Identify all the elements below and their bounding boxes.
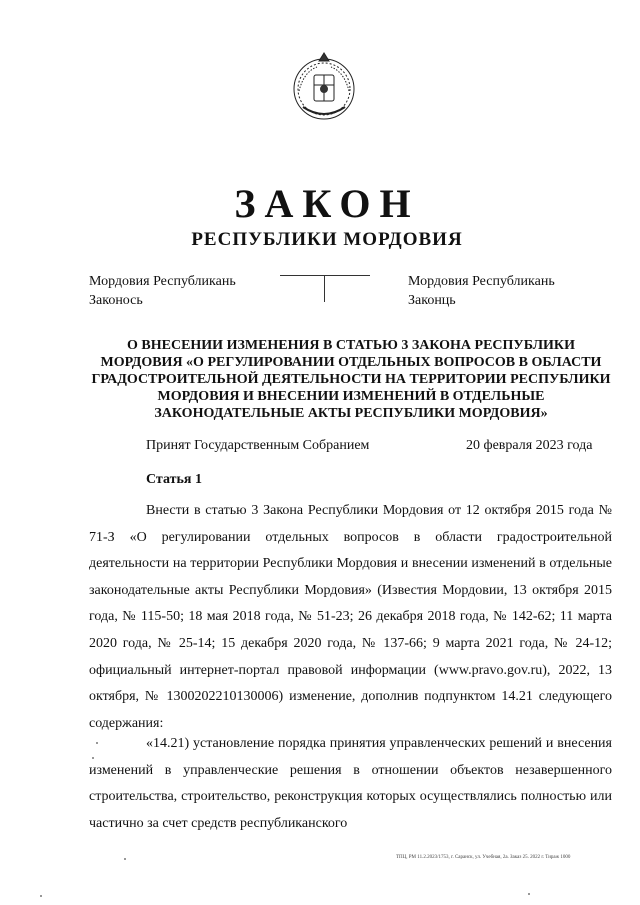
coat-of-arms-icon	[283, 45, 365, 127]
header-right-block	[408, 272, 555, 310]
header-divider-horizontal	[280, 275, 370, 276]
header-left-line2: Законось	[89, 293, 143, 308]
article-paragraph-1: Внести в статью 3 Закона Республики Мордовия от 12 октября 2015 года № 71-З «О регулировании отдельных вопросов в области градостроительной деятельности на территории Республики Мордовия и внесении изменений в отдельные законодательные акты Республики Мордовия» (Известия Мордовии, 13 октября 2015 года, № 115-50; 18 мая 2018 года, № 51-23; 26 декабря 2018 года, № 142-62; 11 марта 2020 года, № 25-14; 15 декабря 2020 года, № 137-66; 9 марта 2021 года, № 24-12; официальный интернет-портал правовой информации (www.pravo.gov.ru), 2022, 13 октября, № 1300202210130006) изменение, дополнив подпунктом 14.21 следующего содержания:	[89, 503, 612, 731]
document-subtitle: РЕСПУБЛИКИ МОРДОВИЯ	[191, 229, 463, 250]
law-title: О ВНЕСЕНИИ ИЗМЕНЕНИЯ В СТАТЬЮ 3 ЗАКОНА РЕСПУБЛИКИ МОРДОВИЯ «О РЕГУЛИРОВАНИИ ОТДЕЛЬНЫХ ВОПРОСОВ В ОБЛАСТИ ГРАДОСТРОИТЕЛЬНОЙ ДЕЯТЕЛЬНОСТИ НА ТЕРРИТОРИИ РЕСПУБЛИКИ МОРДОВИЯ И ВНЕСЕНИИ ИЗМЕНЕНИЙ В ОТДЕЛЬНЫЕ ЗАКОНОДАТЕЛЬНЫЕ АКТЫ РЕСПУБЛИКИ МОРДОВИЯ»	[91, 338, 611, 421]
header-right-line2: Законць	[408, 293, 456, 308]
article-heading: Статья 1	[146, 472, 202, 487]
adoption-label: Принят Государственным Собранием	[146, 438, 370, 453]
header-right-line1: Мордовия Республикань	[408, 274, 555, 289]
header-left-line1: Мордовия Республикань	[89, 274, 236, 289]
article-paragraph-2: «14.21) установление порядка принятия управленческих решений и внесения изменений в управленческие решения в отношении объектов незавершенного строительства, строительство, реконструкция которых осуществлялись полностью или частично за счет средств республиканского	[89, 736, 612, 831]
document-title: ЗАКОН	[234, 181, 420, 226]
adoption-date: 20 февраля 2023 года	[466, 438, 593, 453]
print-info: ТПЦ, РМ 11.2.2023/1753, г. Саранск, ул. Учебная, 2а. Заказ 25. 2022 г. Тираж 1000	[396, 855, 571, 860]
header-divider-vertical	[324, 275, 325, 302]
header-left-block	[89, 272, 236, 310]
